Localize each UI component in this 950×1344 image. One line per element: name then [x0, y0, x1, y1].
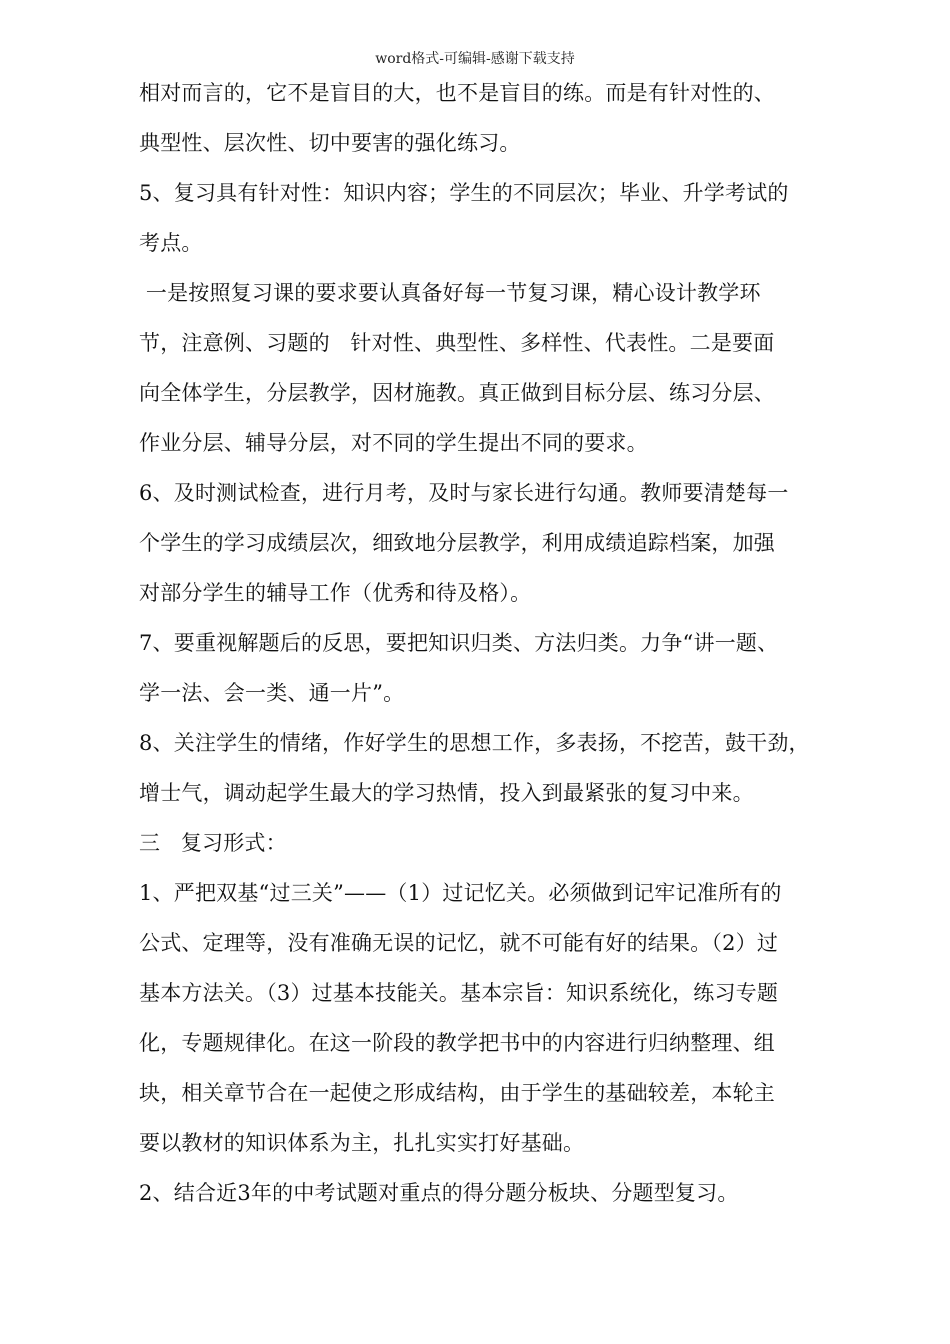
text-line: 8、关注学生的情绪，作好学生的思想工作，多表扬，不挖苦，鼓干劲， [139, 731, 810, 755]
text-line: 7、要重视解题后的反思，要把知识归类、方法归类。力争“讲一题、 [139, 631, 779, 655]
page-header: word格式-可编辑-感谢下载支持 [375, 51, 575, 67]
text-line: 公式、定理等，没有准确无误的记忆，就不可能有好的结果。（2）过 [139, 931, 779, 955]
text-line: 增士气，调动起学生最大的学习热情，投入到最紧张的复习中来。 [139, 781, 754, 805]
text-line: 个学生的学习成绩层次，细致地分层教学，利用成绩追踪档案，加强 [139, 531, 775, 555]
text-line: 考点。 [139, 231, 203, 255]
text-line: 向全体学生，分层教学，因材施教。真正做到目标分层、练习分层、 [139, 381, 775, 405]
text-line: 学一法、会一类、通一片”。 [139, 681, 405, 705]
text-line: 基本方法关。（3）过基本技能关。基本宗旨：知识系统化，练习专题 [139, 981, 779, 1005]
text-line: 块，相关章节合在一起使之形成结构，由于学生的基础较差，本轮主 [139, 1081, 775, 1105]
text-line: 要以教材的知识体系为主，扎扎实实打好基础。 [139, 1131, 585, 1155]
text-line: 一是按照复习课的要求要认真备好每一节复习课，精心设计教学环 [139, 281, 761, 305]
text-line: 对部分学生的辅导工作（优秀和待及格）。 [139, 581, 532, 605]
text-line: 1、严把双基“过三关”——（1）过记忆关。必须做到记牢记准所有的 [139, 881, 782, 905]
text-line: 典型性、层次性、切中要害的强化练习。 [139, 131, 521, 155]
document-body [139, 68, 829, 1218]
section-heading: 三 复习形式： [139, 831, 287, 855]
text-line: 6、及时测试检查，进行月考，及时与家长进行勾通。教师要清楚每一 [139, 481, 789, 505]
text-line: 作业分层、辅导分层，对不同的学生提出不同的要求。 [139, 431, 648, 455]
text-line: 节，注意例、习题的 针对性、典型性、多样性、代表性。二是要面 [139, 331, 775, 355]
text-line: 化，专题规律化。在这一阶段的教学把书中的内容进行归纳整理、组 [139, 1031, 775, 1055]
text-line: 2、结合近3年的中考试题对重点的得分题分板块、分题型复习。 [139, 1181, 739, 1205]
text-line: 5、复习具有针对性：知识内容；学生的不同层次；毕业、升学考试的 [139, 181, 789, 205]
text-line: 相对而言的，它不是盲目的大，也不是盲目的练。而是有针对性的、 [139, 81, 775, 105]
